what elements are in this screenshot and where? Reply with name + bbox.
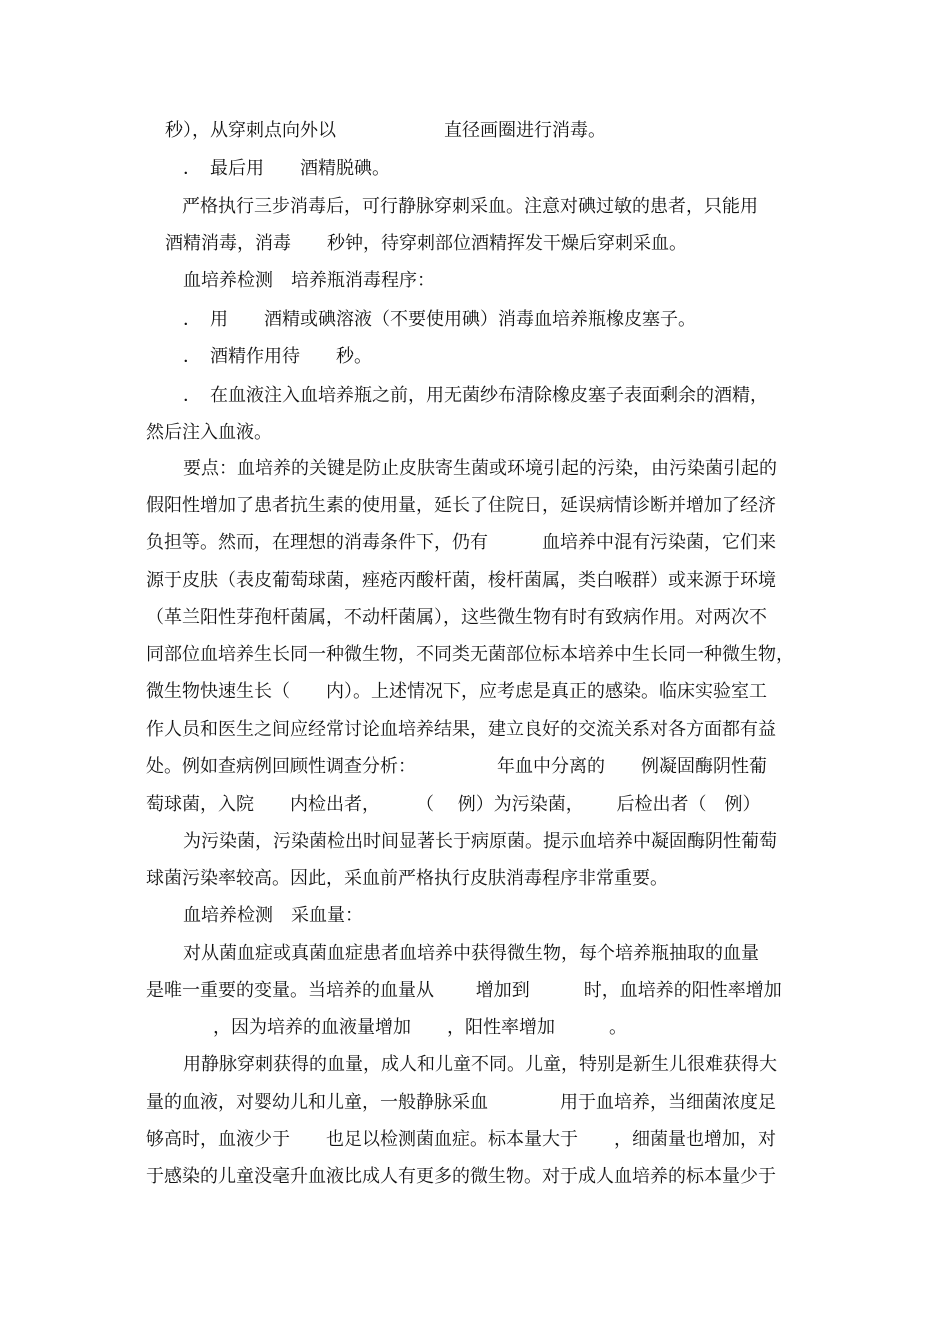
text-line: ，因为培养的血液量增加 ，阳性率增加 。 — [195, 1017, 627, 1038]
text-line: 秒），从穿刺点向外以 直径画圈进行消毒。 — [165, 120, 606, 141]
text-line: 然后注入血液。 — [146, 422, 272, 443]
text-line: 同部位血培养生长同一种微生物，不同类无菌部位标本培养中生长同一种微生物， — [146, 644, 794, 665]
text-line: ． 在血液注入血培养瓶之前，用无菌纱布清除橡皮塞子表面剩余的酒精， — [183, 385, 768, 406]
text-line: 对从菌血症或真菌血症患者血培养中获得微生物，每个培养瓶抽取的血量 — [183, 943, 759, 964]
text-line: 够高时，血液少于 也足以检测菌血症。标本量大于 ，细菌量也增加，对 — [146, 1129, 776, 1150]
text-line: 是唯一重要的变量。当培养的血量从 增加到 时，血培养的阳性率增加 — [146, 980, 782, 1001]
text-line: ． 酒精作用待 秒。 — [183, 346, 372, 367]
text-line: 为污染菌，污染菌检出时间显著长于病原菌。提示血培养中凝固酶阴性葡萄 — [183, 831, 777, 852]
text-line: 球菌污染率较高。因此，采血前严格执行皮肤消毒程序非常重要。 — [146, 868, 668, 889]
text-line: 负担等。然而，在理想的消毒条件下，仍有 血培养中混有污染菌，它们来 — [146, 532, 776, 553]
text-line: 处。例如查病例回顾性调查分析： 年血中分离的 例凝固酶阴性葡 — [146, 756, 767, 777]
text-line: 用静脉穿刺获得的血量，成人和儿童不同。儿童，特别是新生儿很难获得大 — [183, 1054, 777, 1075]
text-line: 酒精消毒，消毒 秒钟，待穿刺部位酒精挥发干燥后穿刺采血。 — [165, 233, 687, 254]
text-line: 量的血液，对婴幼儿和儿童，一般静脉采血 用于血培养，当细菌浓度足 — [146, 1092, 776, 1113]
text-line: 微生物快速生长（ 内）。上述情况下，应考虑是真正的感染。临床实验室工 — [146, 681, 767, 702]
text-line: 萄球菌，入院 内检出者， （ 例）为污染菌， 后检出者（ 例） — [146, 794, 761, 815]
text-line: ． 最后用 酒精脱碘。 — [183, 158, 390, 179]
section-heading: 血培养检测 采血量： — [183, 905, 363, 926]
section-heading: 血培养检测 培养瓶消毒程序： — [183, 270, 435, 291]
text-line: 假阳性增加了患者抗生素的使用量，延长了住院日，延误病情诊断并增加了经济 — [146, 495, 776, 516]
text-line: 要点：血培养的关键是防止皮肤寄生菌或环境引起的污染，由污染菌引起的 — [183, 458, 777, 479]
text-line: 源于皮肤（表皮葡萄球菌，痤疮丙酸杆菌，梭杆菌属，类白喉群）或来源于环境 — [146, 570, 776, 591]
text-line: （革兰阳性芽孢杆菌属，不动杆菌属），这些微生物有时有致病作用。对两次不 — [146, 607, 767, 628]
text-line: 严格执行三步消毒后，可行静脉穿刺采血。注意对碘过敏的患者，只能用 — [182, 196, 758, 217]
text-line: ． 用 酒精或碘溶液（不要使用碘）消毒血培养瓶橡皮塞子。 — [183, 309, 696, 330]
text-line: 作人员和医生之间应经常讨论血培养结果，建立良好的交流关系对各方面都有益 — [146, 719, 776, 740]
text-line: 于感染的儿童没毫升血液比成人有更多的微生物。对于成人血培养的标本量少于 — [146, 1166, 776, 1187]
